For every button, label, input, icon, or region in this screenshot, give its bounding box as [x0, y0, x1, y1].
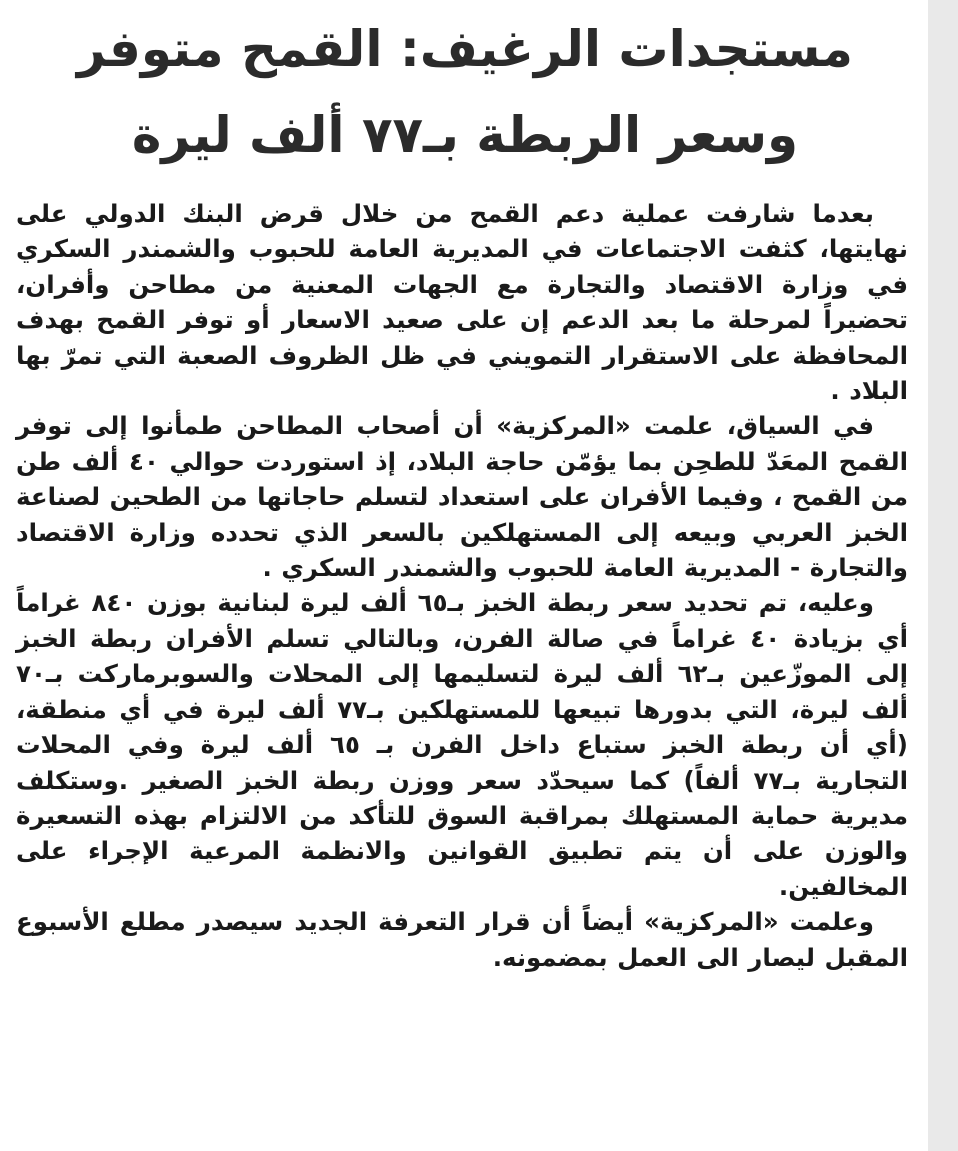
article-paragraph-2: في السياق، علمت «المركزية» أن أصحاب المطاحن طمأنوا إلى توفر القمح المعَدّ للطحِن بما يؤمّن حاجة البلاد، إذ استوردت حوالي ٤٠ ألف طن من القمح ، وفيما الأفران على استعداد لتسلم حاجاتها من الطحين لصناعة الخبز العربي وبيعه إلى المستهلكين بالسعر الذي تحدده وزارة الاقتصاد والتجارة - المديرية العامة للحبوب والشمندر السكري .	[16, 411, 908, 583]
headline-line-1: مستجدات الرغيف: القمح متوفر	[77, 20, 853, 78]
headline-line-2: وسعر الربطة بـ٧٧ ألف ليرة	[131, 106, 799, 164]
article-paragraph-4: وعلمت «المركزية» أيضاً أن قرار التعرفة الجديد سيصدر مطلع الأسبوع المقبل ليصار الى العمل بمضمونه.	[16, 907, 908, 972]
headline	[20, 6, 910, 178]
article-body	[16, 196, 908, 975]
article-paragraph-3: وعليه، تم تحديد سعر ربطة الخبز بـ٦٥ ألف ليرة لبنانية بوزن ٨٤٠ غراماً أي بزيادة ٤٠ غراماً في صالة الفرن، وبالتالي تسلم الأفران ربطة الخبز إلى الموزّعين بـ٦٢ ألف ليرة لتسليمها إلى المحلات والسوبرماركت بـ٧٠ ألف ليرة، التي بدورها تبيعها للمستهلكين بـ٧٧ ألف ليرة في أي منطقة، (أي أن ربطة الخبز ستباع داخل الفرن بـ ٦٥ ألف ليرة وفي المحلات التجارية بـ٧٧ ألفاً) كما سيحدّد سعر ووزن ربطة الخبز الصغير .وستكلف مديرية حماية المستهلك بمراقبة السوق للتأكد من الالتزام بهذه التسعيرة والوزن على أن يتم تطبيق القوانين والانظمة المرعية الإجراء على المخالفين.	[16, 588, 909, 901]
page-margin-strip	[928, 0, 958, 1151]
article-paragraph-1: بعدما شارفت عملية دعم القمح من خلال قرض البنك الدولي على نهايتها، كثفت الاجتماعات في المديرية العامة للحبوب والشمندر السكري في وزارة الاقتصاد والتجارة مع الجهات المعنية من مطاحن وأفران، تحضيراً لمرحلة ما بعد الدعم إن على صعيد الاسعار أو توفر القمح بهدف المحافظة على الاستقرار التمويني في ظل الظروف الصعبة التي تمرّ بها البلاد .	[16, 199, 908, 406]
